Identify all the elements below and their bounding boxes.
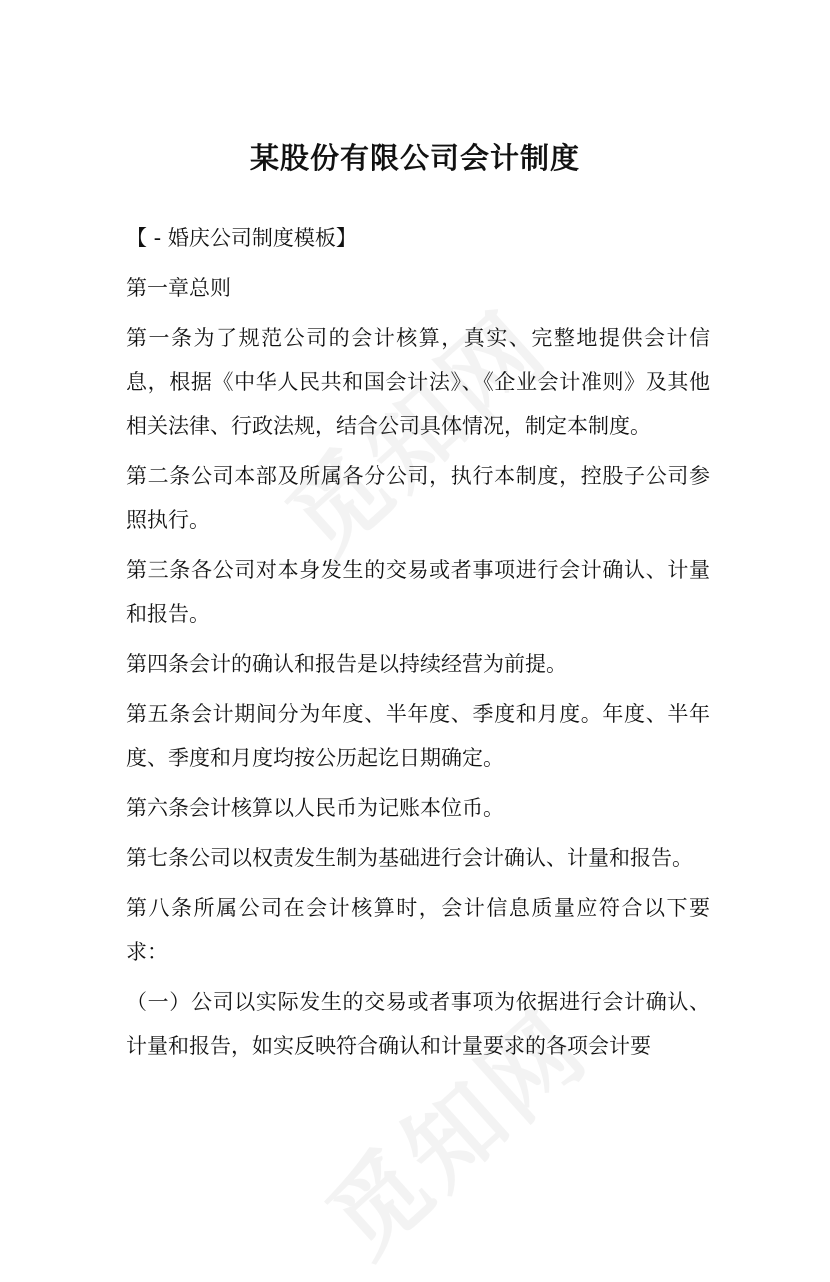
- chapter-heading: 第一章总则: [126, 276, 231, 300]
- document-title: 某股份有限公司会计制度: [249, 141, 580, 175]
- article-3: 第三条各公司对本身发生的交易或者事项进行会计确认、计量和报告。: [126, 558, 710, 626]
- article-8-item-1: （一）公司以实际发生的交易或者事项为依据进行会计确认、计量和报告，如实反映符合确认和计量要求的各项会计要: [126, 990, 710, 1058]
- article-7: 第七条公司以权责发生制为基础进行会计确认、计量和报告。: [126, 846, 693, 870]
- document-body: [126, 216, 710, 1074]
- template-tag: 【 - 婚庆公司制度模板】: [126, 226, 357, 250]
- article-4: 第四条会计的确认和报告是以持续经营为前提。: [126, 652, 567, 676]
- article-1: 第一条为了规范公司的会计核算，真实、完整地提供会计信息，根据《中华人民共和国会计法》、《企业会计准则》及其他相关法律、行政法规，结合公司具体情况，制定本制度。: [126, 326, 710, 438]
- article-2: 第二条公司本部及所属各分公司，执行本制度，控股子公司参照执行。: [126, 464, 710, 532]
- article-6: 第六条会计核算以人民币为记账本位币。: [126, 796, 504, 820]
- article-8: 第八条所属公司在会计核算时，会计信息质量应符合以下要求：: [126, 896, 710, 964]
- article-5: 第五条会计期间分为年度、半年度、季度和月度。年度、半年度、季度和月度均按公历起讫日期确定。: [126, 702, 710, 770]
